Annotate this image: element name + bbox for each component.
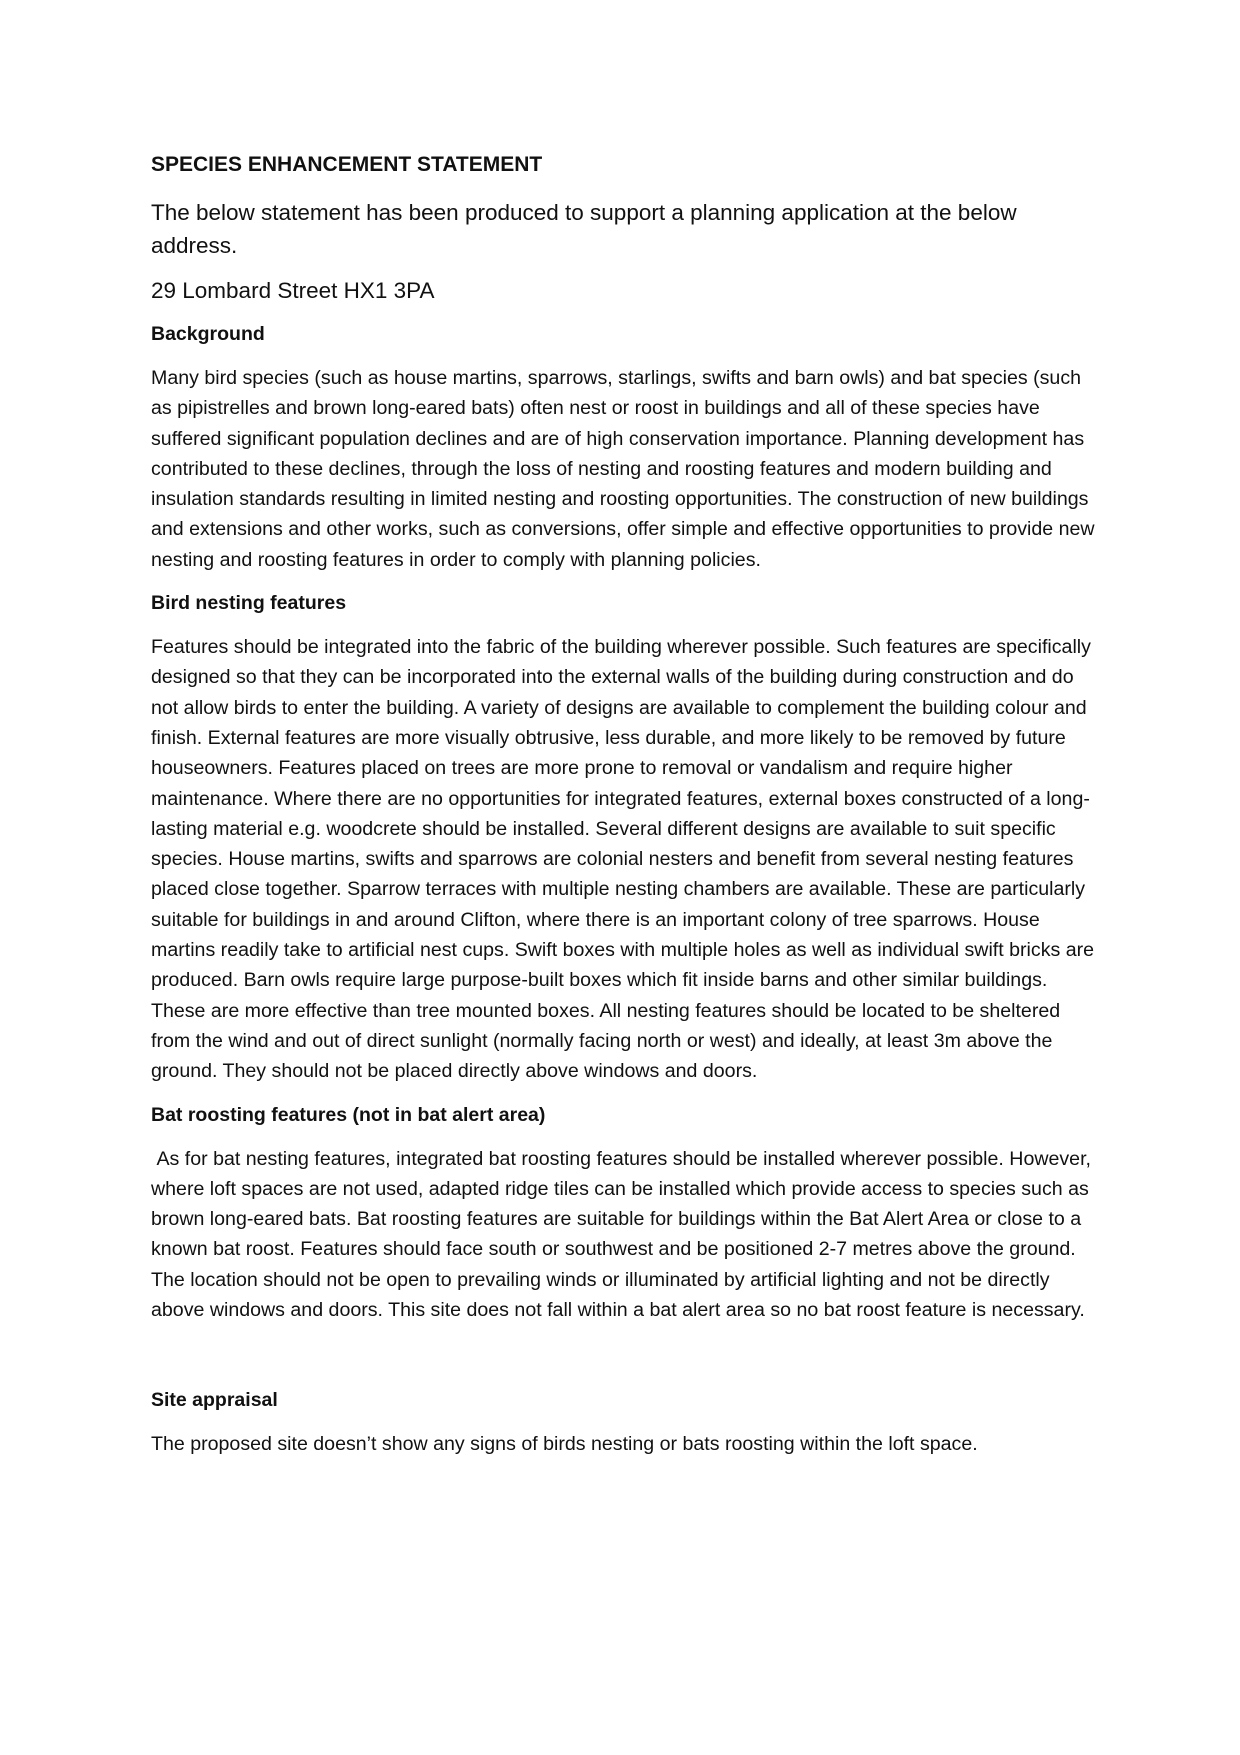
section-heading-bird-nesting: Bird nesting features xyxy=(151,592,347,615)
site-address: 29 Lombard Street HX1 3PA xyxy=(151,278,435,303)
section-body-bird-nesting: Features should be integrated into the fabric of the building wherever possible. Such features are specifically designed so that they can be incorporated into the external walls of the building during construction and do not allow birds to enter the building. A variety of designs are available to complement the building colour and finish. External features are more visually obtrusive, less durable, and more likely to be removed by future houseowners. Features placed on trees are more prone to removal or vandalism and require higher maintenance. Where there are no opportunities for integrated features, external boxes constructed of a long-lasting material e.g. woodcrete should be installed. Several different designs are available to suit specific species. House martins, swifts and sparrows are colonial nesters and benefit from several nesting features placed close together. Sparrow terraces with multiple nesting chambers are available. These are particularly suitable for buildings in and around Clifton, where there is an important colony of tree sparrows. House martins readily take to artificial nest cups. Swift boxes with multiple holes as well as individual swift bricks are produced. Barn owls require large purpose-built boxes which fit inside barns and other similar buildings. These are more effective than tree mounted boxes. All nesting features should be located to be sheltered from the wind and out of direct sunlight (normally facing north or west) and ideally, at least 3m above the ground. They should not be placed directly above windows and doors. xyxy=(151,636,1095,1083)
section-bat-roosting xyxy=(151,1100,1101,1326)
section-body-site-appraisal: The proposed site doesn’t show any signs of birds nesting or bats roosting within the loft space. xyxy=(151,1433,978,1456)
blank-spacer xyxy=(151,1338,1101,1385)
section-body-bat-roosting: As for bat nesting features, integrated bat roosting features should be installed wherever possible. However, where loft spaces are not used, adapted ridge tiles can be installed which provide access to species such as brown long-eared bats. Bat roosting features are suitable for buildings within the Bat Alert Area or close to a known bat roost. Features should face south or southwest and be positioned 2-7 metres above the ground. The location should not be open to prevailing winds or illuminated by artificial lighting and not be directly above windows and doors. This site does not fall within a bat alert area so no bat roost feature is necessary. xyxy=(151,1147,1097,1322)
section-heading-site-appraisal: Site appraisal xyxy=(151,1389,278,1412)
document-page xyxy=(151,148,1101,1473)
section-background xyxy=(151,319,1101,575)
section-bird-nesting xyxy=(151,588,1101,1086)
section-site-appraisal xyxy=(151,1385,1101,1459)
section-heading-bat-roosting: Bat roosting features (not in bat alert area) xyxy=(151,1103,546,1126)
section-body-background: Many bird species (such as house martins, sparrows, starlings, swifts and barn owls) and bat species (such as pipistrelles and brown long-eared bats) often nest or roost in buildings and all of these species have suffered significant population declines and are of high conservation importance. Planning development has contributed to these declines, through the loss of nesting and roosting features and modern building and insulation standards resulting in limited nesting and roosting opportunities. The construction of new buildings and extensions and other works, such as conversions, offer simple and effective opportunities to provide new nesting and roosting features in order to comply with planning policies. xyxy=(151,367,1095,571)
section-heading-background: Background xyxy=(151,323,265,345)
document-title: SPECIES ENHANCEMENT STATEMENT xyxy=(151,153,543,176)
intro-statement: The below statement has been produced to support a planning application at the below address. xyxy=(151,200,1017,258)
